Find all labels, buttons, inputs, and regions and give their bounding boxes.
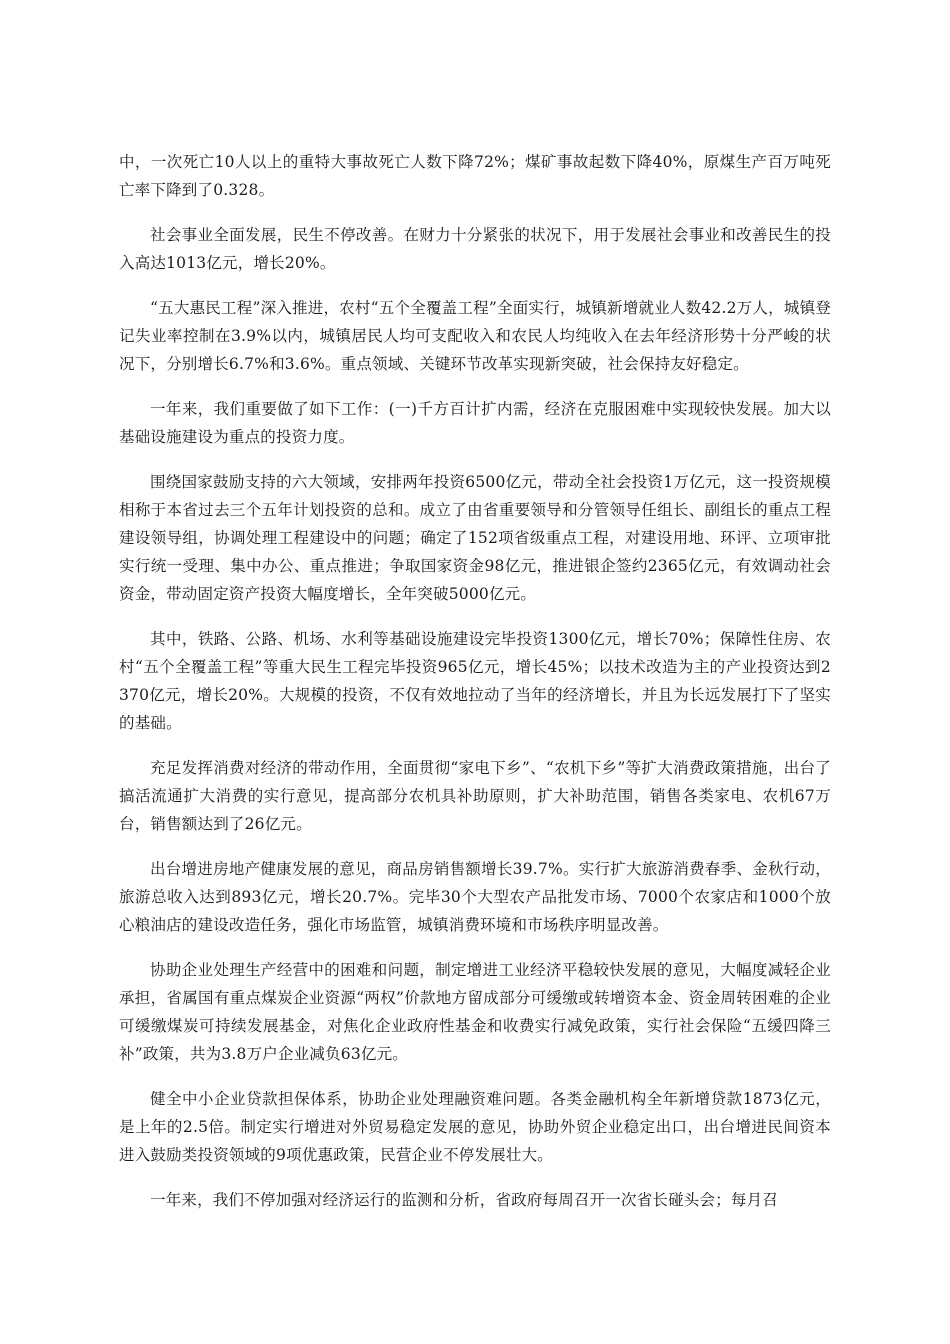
paragraph-8: 出台增进房地产健康发展的意见，商品房销售额增长39.7%。实行扩大旅游消费春季、金秋行动，旅游总收入达到893亿元，增长20.7%。完毕30个大型农产品批发市场、7000个农家店和1000个放心粮油店的建设改造任务，强化市场监管，城镇消费环境和市场秩序明显改善。 <box>119 860 831 934</box>
paragraph-7: 充足发挥消费对经济的带动作用，全面贯彻“家电下乡”、“农机下乡”等扩大消费政策措施，出台了搞活流通扩大消费的实行意见，提高部分农机具补助原则，扩大补助范围，销售各类家电、农机67万台，销售额达到了26亿元。 <box>119 759 831 833</box>
paragraph-5: 围绕国家鼓励支持的六大领域，安排两年投资6500亿元，带动全社会投资1万亿元，这一投资规模相称于本省过去三个五年计划投资的总和。成立了由省重要领导和分管领导任组长、副组长的重点工程建设领导组，协调处理工程建设中的问题；确定了152项省级重点工程，对建设用地、环评、立项审批实行统一受理、集中办公、重点推进；争取国家资金98亿元，推进银企签约2365亿元，有效调动社会资金，带动固定资产投资大幅度增长，全年突破5000亿元。 <box>119 473 831 603</box>
paragraph-10: 健全中小企业贷款担保体系，协助企业处理融资难问题。各类金融机构全年新增贷款1873亿元，是上年的2.5倍。制定实行增进对外贸易稳定发展的意见，协助外贸企业稳定出口，出台增进民间资本进入鼓励类投资领域的9项优惠政策，民营企业不停发展壮大。 <box>119 1090 831 1164</box>
paragraph-2: 社会事业全面发展，民生不停改善。在财力十分紧张的状况下，用于发展社会事业和改善民生的投入高达1013亿元，增长20%。 <box>119 226 831 272</box>
paragraph-4: 一年来，我们重要做了如下工作：(一)千方百计扩内需，经济在克服困难中实现较快发展。加大以基础设施建设为重点的投资力度。 <box>119 400 831 446</box>
paragraph-9: 协助企业处理生产经营中的困难和问题，制定增进工业经济平稳较快发展的意见，大幅度减轻企业承担，省属国有重点煤炭企业资源“两权”价款地方留成部分可缓缴或转增资本金、资金周转困难的企业可缓缴煤炭可持续发展基金，对焦化企业政府性基金和收费实行减免政策，实行社会保险“五缓四降三补”政策，共为3.8万户企业减负63亿元。 <box>119 961 831 1063</box>
paragraph-3: “五大惠民工程”深入推进，农村“五个全覆盖工程”全面实行，城镇新增就业人数42.2万人，城镇登记失业率控制在3.9%以内，城镇居民人均可支配收入和农民人均纯收入在去年经济形势十分严峻的状况下，分别增长6.7%和3.6%。重点领域、关键环节改革实现新突破，社会保持友好稳定。 <box>119 299 831 373</box>
document-body <box>119 148 831 1231</box>
paragraph-1: 中，一次死亡10人以上的重特大事故死亡人数下降72%；煤矿事故起数下降40%，原煤生产百万吨死亡率下降到了0.328。 <box>119 153 831 199</box>
paragraph-6: 其中，铁路、公路、机场、水利等基础设施建设完毕投资1300亿元，增长70%；保障性住房、农村“五个全覆盖工程”等重大民生工程完毕投资965亿元，增长45%；以技术改造为主的产业投资达到2370亿元，增长20%。大规模的投资，不仅有效地拉动了当年的经济增长，并且为长远发展打下了坚实的基础。 <box>119 630 831 732</box>
paragraph-11: 一年来，我们不停加强对经济运行的监测和分析，省政府每周召开一次省长碰头会；每月召 <box>150 1191 779 1209</box>
